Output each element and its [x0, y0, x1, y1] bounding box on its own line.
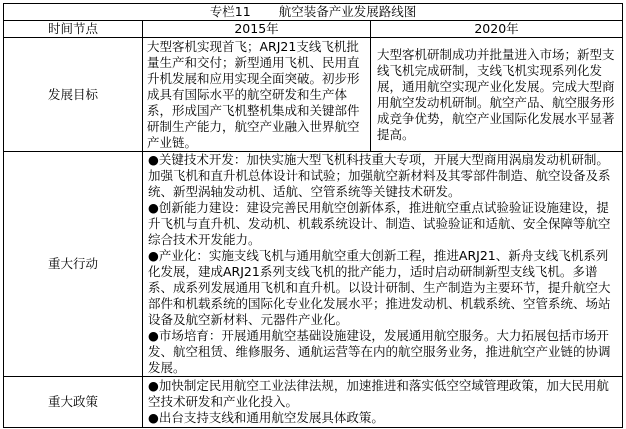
table-row-policies [4, 377, 623, 428]
row-label-actions: 重大行动 [4, 152, 143, 377]
title-prefix: 专栏11 [209, 4, 251, 19]
action-industrialization: ●产业化：实施支线飞机与通用航空重大创新工程，推进ARJ21、新舟支线飞机系列化发展，建成ARJ21系列支线飞机的批产能力，适时启动研制新型支线飞机。多谱系、成系列发展通用飞机和直升机。以设计研制、生产制造为主要环节，提升航空大部件和机载系统的国际化专业化发展水平；推进发动机、机载系统、空管系统、场站设备及航空新材料、元器件产业化。 [148, 248, 611, 327]
action-market: ●市场培育：开展通用航空基础设施建设，发展通用航空服务。大力拓展包括市场开发、航空租赁、维修服务、通航运营等在内的航空服务业务，推进航空产业链的协调发展。 [148, 328, 611, 375]
header-2020: 2020年 [371, 21, 623, 38]
action-innovation: ●创新能力建设：建设完善民用航空创新体系，推进航空重点试验验证设施建设，提升飞机与直升机、发动机、机载系统设计、制造、试验验证和适航、安全保障等航空综合技术开发能力。 [148, 200, 611, 247]
row-label-policies: 重大政策 [4, 377, 143, 428]
title-text: 航空装备产业发展路线图 [278, 4, 417, 19]
policy-law: ●加快制定民用航空工业法律法规，加速推进和落实低空空域管理政策，加大民用航空技术研发和产业化投入。 [148, 378, 609, 409]
header-row [4, 21, 623, 38]
actions-content [143, 152, 623, 377]
row-label-goals: 发展目标 [4, 38, 143, 152]
policy-support: ●出台支持支线和通用航空发展具体政策。 [148, 410, 384, 425]
goals-2020: 大型客机研制成功并批量进入市场；新型支线飞机完成研制，支线飞机实现系列化发展，通用航空实现产业化发展。完成大型商用航空发动机研制。航空产品、航空服务形成竞争优势，航空产业国际化发展水平显著提高。 [371, 38, 623, 152]
action-key-tech: ●关键技术开发：加快实施大型飞机科技重大专项，开展大型商用涡扇发动机研制。加强飞机和直升机总体设计和试验；加强航空新材料及其零部件制造、航空设备及系统、新型涡轴发动机、适航、空管系统等关键技术研发。 [148, 152, 611, 199]
table-row-goals [4, 38, 623, 152]
header-time-node: 时间节点 [4, 21, 143, 38]
header-2015: 2015年 [143, 21, 371, 38]
policies-content [143, 377, 623, 428]
roadmap-table [3, 3, 623, 428]
table-title [4, 4, 623, 21]
title-row [4, 4, 623, 21]
table-row-actions [4, 152, 623, 377]
goals-2015: 大型客机实现首飞；ARJ21支线飞机批量生产和交付；新型通用飞机、民用直升机发展和应用实现全面突破。初步形成具有国际水平的航空研发和生产体系，形成国产飞机整机集成和关键部件研制生产能力，航空产业融入世界航空产业链。 [143, 38, 371, 152]
